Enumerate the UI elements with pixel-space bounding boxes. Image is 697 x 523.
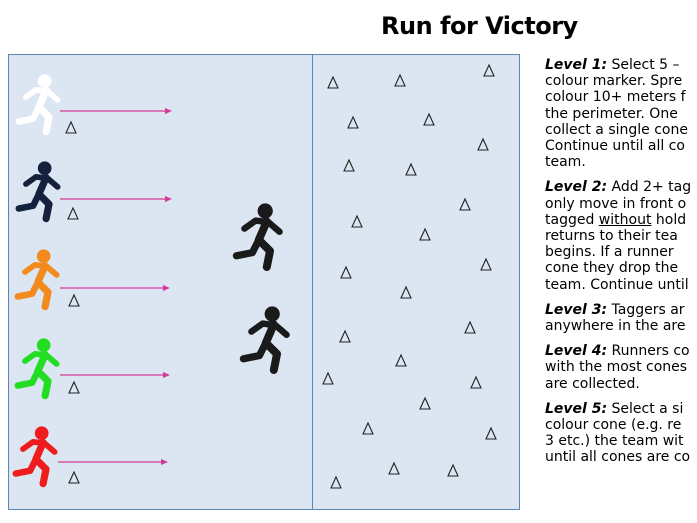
- rule-level-1: [545, 57, 697, 170]
- rule-line: with the most cones: [545, 359, 688, 376]
- rule-line: tagged: [545, 211, 599, 228]
- cone-icon: [396, 355, 406, 366]
- runner-navy: [19, 162, 58, 219]
- cone-icon: [348, 117, 358, 128]
- cone-icon: [465, 322, 475, 333]
- rule-line: returns to their tea: [545, 228, 678, 245]
- cone-icon: [340, 331, 350, 342]
- cone-icon: [424, 114, 434, 125]
- rule-line: only move in front o: [545, 195, 687, 212]
- level-label: Level 4:: [545, 343, 608, 360]
- level-label: Level 3:: [545, 301, 608, 318]
- tagger-1: [236, 204, 279, 267]
- level-label: Level 5:: [545, 400, 608, 417]
- rule-line: Runners co: [611, 343, 690, 360]
- rule-level-2: [545, 179, 697, 292]
- rules-panel: [545, 57, 697, 517]
- cone-icon: [66, 122, 76, 133]
- cone-icon: [481, 259, 491, 270]
- cone-icon: [484, 65, 494, 76]
- rule-line: Continue until all co: [545, 138, 685, 155]
- arrow-1: [60, 108, 172, 114]
- rule-line: colour cone (e.g. re: [545, 417, 682, 434]
- runner-red: [16, 427, 55, 484]
- cone-icon: [68, 208, 78, 219]
- page-title: Run for Victory: [381, 12, 578, 40]
- cone-icon: [420, 398, 430, 409]
- arrow-4: [60, 372, 170, 378]
- level-label: Level 1:: [545, 57, 608, 73]
- cone-icon: [406, 164, 416, 175]
- cone-icon: [341, 267, 351, 278]
- rule-line: collect a single cone: [545, 121, 688, 138]
- rule-line: 3 etc.) the team wit: [545, 433, 684, 450]
- cone-icon: [69, 382, 79, 393]
- rule-line: hold: [651, 211, 687, 228]
- rule-underlined: without: [598, 211, 652, 228]
- rule-level-5: [545, 401, 697, 466]
- level-label: Level 2:: [545, 179, 608, 196]
- cone-icon: [401, 287, 411, 298]
- rule-line: Add 2+ tag: [611, 179, 692, 196]
- cone-icon: [331, 477, 341, 488]
- rule-line: begins. If a runner: [545, 244, 674, 261]
- rule-level-3: [545, 302, 697, 334]
- runner-green: [18, 339, 57, 396]
- rule-line: team. Continue until: [545, 276, 689, 293]
- rule-line: Select a si: [611, 400, 684, 417]
- collection-cones: [323, 65, 496, 488]
- arrow-2: [60, 196, 172, 202]
- tagger-2: [243, 307, 286, 370]
- cone-icon: [478, 139, 488, 150]
- cone-icon: [389, 463, 399, 474]
- cone-icon: [448, 465, 458, 476]
- rule-line: anywhere in the are: [545, 318, 686, 335]
- cone-icon: [460, 199, 470, 210]
- rule-line: cone they drop the: [545, 260, 679, 277]
- cone-icon: [323, 373, 333, 384]
- rule-line: Select 5 –: [611, 57, 680, 73]
- cone-icon: [420, 229, 430, 240]
- runner-white: [19, 75, 58, 132]
- rule-line: colour marker. Spre: [545, 73, 683, 90]
- rule-line: team.: [545, 154, 586, 171]
- arrow-3: [60, 285, 170, 291]
- cone-icon: [352, 216, 362, 227]
- rule-line: the perimeter. One: [545, 105, 678, 122]
- rule-line: until all cones are co: [545, 449, 691, 466]
- rule-level-4: [545, 343, 697, 392]
- cone-icon: [471, 377, 481, 388]
- cone-icon: [344, 160, 354, 171]
- cone-icon: [363, 423, 373, 434]
- cone-icon: [486, 428, 496, 439]
- cone-icon: [69, 295, 79, 306]
- cone-icon: [328, 77, 338, 88]
- start-cones: [66, 122, 79, 483]
- arrow-5: [58, 459, 168, 465]
- runner-orange: [18, 250, 57, 307]
- rule-line: Taggers ar: [611, 301, 685, 318]
- rule-line: colour 10+ meters f: [545, 89, 686, 106]
- cone-icon: [69, 472, 79, 483]
- cone-icon: [395, 75, 405, 86]
- rule-line: are collected.: [545, 375, 640, 392]
